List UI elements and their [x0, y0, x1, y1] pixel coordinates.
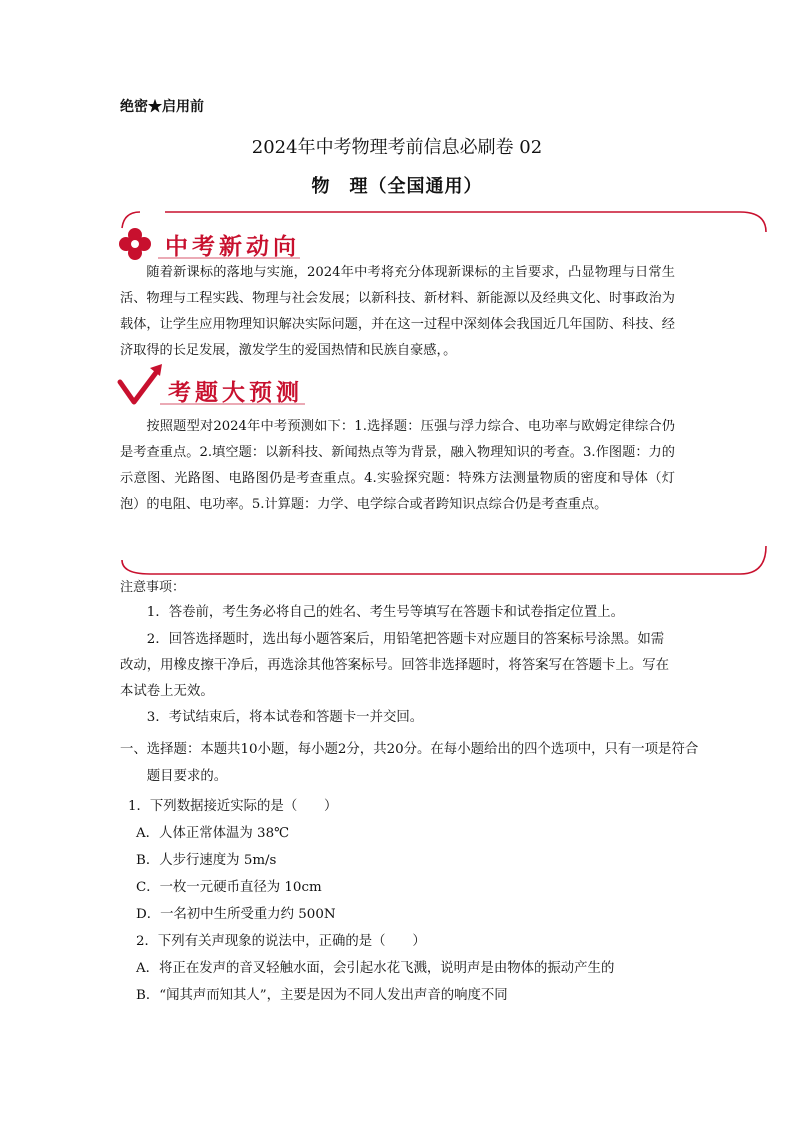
trend-paragraph: 随着新课标的落地与实施，2024年中考将充分体现新课标的主旨要求，凸显物理与日常生活、物理与工程实践、物理与社会发展；以新科技、新材料、新能源以及经典文化、时事政治为载体，让学生应用物理知识解决实际问题，并在这一过程中深刻体会我国近几年国防、科技、经济取得的长足发展，激发学生的爱国热情和民族自豪感，。: [120, 265, 675, 358]
question-option: A．人体正常体温为 38℃: [136, 826, 290, 841]
section1-heading: 一、选择题：本题共10小题，每小题2分，共20分。在每小题给出的四个选项中，只有一项是符合题目要求的。: [120, 742, 699, 784]
question-option: C．一枚一元硬币直径为 10cm: [136, 880, 322, 895]
note-item: 1．答卷前，考生务必将自己的姓名、考生号等填写在答题卡和试卷指定位置上。: [146, 605, 624, 620]
question-option: A．将正在发声的音叉轻触水面，会引起水花飞溅，说明声是由物体的振动产生的: [136, 961, 615, 976]
trend-heading: 中考新动向: [165, 234, 300, 260]
question-option: D．一名初中生所受重力约 500N: [136, 907, 336, 922]
confidential-label: 绝密★启用前: [120, 99, 204, 115]
note-item: 2．回答选择题时，选出每小题答案后，用铅笔把答题卡对应题目的答案标号涂黑。如需改动，用橡皮擦干净后，再选涂其他答案标号。回答非选择题时，将答案写在答题卡上。写在本试卷上无效。: [120, 632, 670, 699]
note-item: 3．考试结束后，将本试卷和答题卡一并交回。: [146, 710, 424, 725]
forecast-paragraph: 按照题型对2024年中考预测如下：1.选择题：压强与浮力综合、电功率与欧姆定律综合仍是考查重点。2.填空题：以新科技、新闻热点等为背景，融入物理知识的考查。3.作图题：力的示意图、光路图、电路图仍是考查重点。4.实验探究题：特殊方法测量物质的密度和导体（灯泡）的电阻、电功率。5.计算题：力学、电学综合或者跨知识点综合仍是考查重点。: [120, 419, 675, 512]
question-stem: 1．下列数据接近实际的是（ ）: [128, 799, 338, 814]
exam-subtitle: 物 理（全国通用）: [311, 176, 483, 197]
notes-title: 注意事项：: [120, 580, 186, 595]
forecast-heading: 考题大预测: [168, 380, 303, 406]
check-arrow-icon: [120, 364, 162, 402]
exam-title: 2024年中考物理考前信息必刷卷 02: [251, 137, 543, 158]
question-option: B．人步行速度为 5m/s: [136, 853, 277, 868]
question-option: B．“闻其声而知其人”，主要是因为不同人发出声音的响度不同: [136, 988, 508, 1003]
flower-icon: [119, 228, 151, 260]
question-stem: 2．下列有关声现象的说法中，正确的是（ ）: [136, 934, 426, 949]
